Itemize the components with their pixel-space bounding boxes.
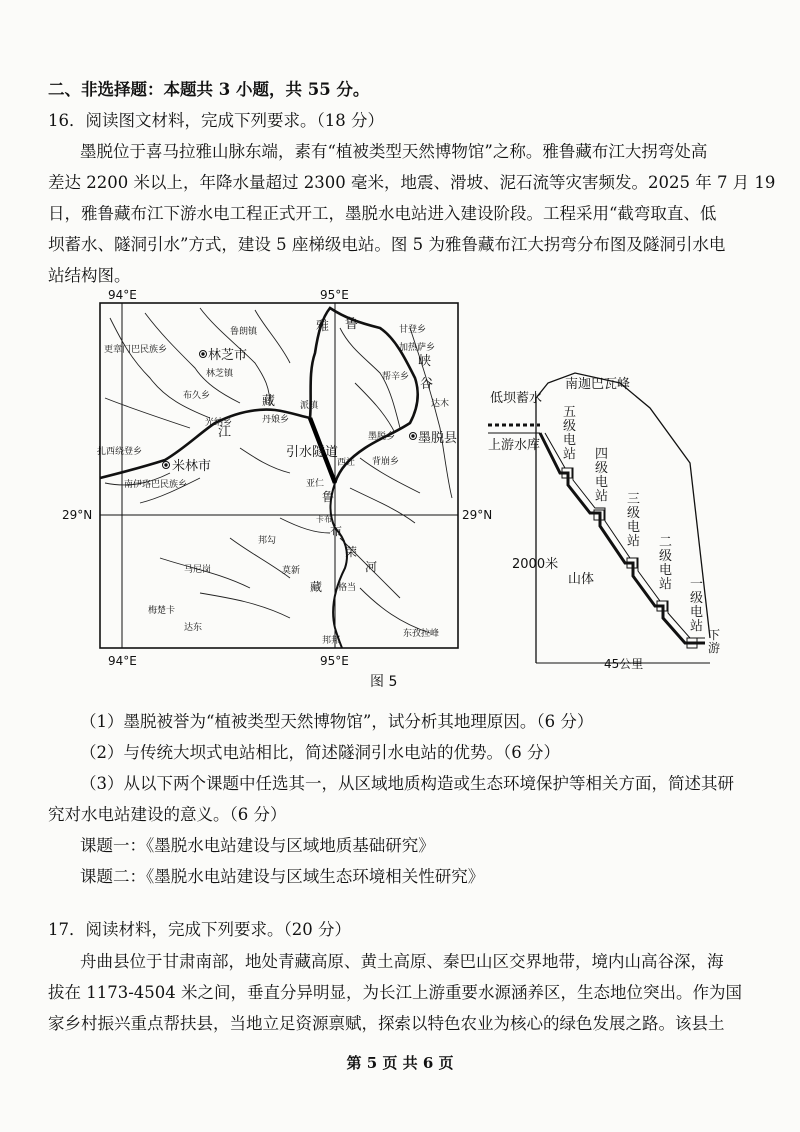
river-char: 布: [330, 524, 343, 538]
river-char: 河: [365, 560, 378, 574]
river-char: 荣: [345, 545, 358, 559]
q16-material-line: 站结构图。: [48, 266, 131, 285]
river-char: 峡: [418, 354, 432, 369]
place-buji: 布久乡: [183, 391, 211, 401]
place-dadong: 达东: [184, 623, 203, 633]
river-char: 藏: [310, 580, 323, 594]
place-bangou: 邦勾: [258, 536, 277, 546]
station-label-1: 一级电站: [690, 577, 704, 634]
q16-material-line: 日，雅鲁藏布江下游水电工程正式开工，墨脱水电站进入建设阶段。工程采用“截弯取直、低: [48, 204, 717, 223]
q16-material-line: 墨脱位于喜马拉雅山脉东端，素有“植被类型天然博物馆”之称。雅鲁藏布江大拐弯处高: [80, 142, 708, 161]
river-char: 藏: [262, 394, 276, 409]
place-yaren: 亚仁: [306, 479, 325, 489]
place-ganden: 甘登乡: [399, 325, 427, 335]
penstock-inner: [545, 433, 705, 638]
q16-topic: 课题二：《墨脱水电站建设与区域生态环境相关性研究》: [80, 867, 485, 886]
q16-question-cont: 究对水电站建设的意义。（6 分）: [48, 805, 287, 824]
diagram-peak: 南迦巴瓦峰: [565, 377, 631, 392]
penstock: [540, 433, 705, 643]
place-manigang: 马尼岗: [184, 565, 212, 575]
diagram-height: 2000米: [512, 557, 559, 572]
place-bangxin: 帮辛乡: [382, 372, 410, 382]
yarlung-tsangpo-river: [100, 308, 418, 483]
q16-material-line: 差达 2200 米以上，年降水量超过 2300 毫米，地震、滑坡、泥石流等灾害频发。2025 年 7 月 19: [48, 173, 776, 192]
place-lulang: 鲁朗镇: [230, 327, 258, 337]
place-zhaxi: 墨脱乡: [368, 432, 396, 442]
q17-title: 17．阅读材料，完成下列要求。（20 分）: [48, 920, 351, 939]
river-char: 谷: [420, 377, 434, 392]
diagram-mountain: 山体: [568, 572, 595, 587]
section-heading: 二、非选择题：本题共 3 小题，共 55 分。: [48, 80, 370, 99]
lon-label-94-top: 94°E: [108, 288, 137, 302]
place-meichuka: 梅楚卡: [148, 606, 176, 616]
station-label-2: 二级电站: [659, 535, 673, 592]
tunnel-label: 引水隧道: [286, 445, 339, 460]
place-gege: 格当: [338, 583, 357, 593]
diagram-distance: 45公里: [604, 657, 644, 671]
place-danniang: 丹娘乡: [262, 415, 290, 425]
river-char: 鲁: [345, 317, 359, 332]
q16-question: （1）墨脱被誉为“植被类型天然博物馆”，试分析其地理原因。（6 分）: [80, 712, 594, 731]
place-xirang: 西让: [337, 458, 356, 468]
station-label-5: 五级电站: [563, 405, 577, 462]
q16-question: （2）与传统大坝式电站相比，简述隧洞引水电站的优势。（6 分）: [80, 743, 560, 762]
q17-material-line: 拔在 1173-4504 米之间，垂直分异明显，为长江上游重要水源涵养区，生态地位突出。作为国: [48, 983, 743, 1002]
diagram-downstream: 下游: [708, 628, 721, 655]
lon-label-95-top: 95°E: [320, 288, 349, 302]
tributaries: [105, 308, 452, 633]
place-motuo: 墨脱县: [418, 431, 458, 446]
river-char: 雅: [316, 319, 330, 334]
place-shaxi: 卡布: [316, 515, 332, 524]
station-labels: [563, 405, 703, 634]
q17-material-line: 舟曲县位于甘肃南部，地处青藏高原、黄土高原、秦巴山区交界地带，境内山高谷深，海: [80, 952, 724, 971]
figure-caption: 图 5: [370, 674, 398, 688]
place-jiare: 加热萨乡: [399, 343, 436, 353]
river-char: 江: [218, 425, 232, 440]
place-guangna: 光纳乡: [205, 418, 233, 428]
q17-material-line: 家乡村振兴重点帮扶县，当地立足资源禀赋，探索以特色农业为核心的绿色发展之路。该县土: [48, 1014, 725, 1033]
place-pai: 派镇: [300, 401, 319, 411]
lat-label-right: 29°N: [462, 508, 493, 522]
place-linzhi-town: 林芝镇: [206, 369, 234, 379]
place-monu: 莫新: [282, 566, 301, 576]
place-beibeng: 背崩乡: [372, 457, 400, 467]
lon-label-94-bottom: 94°E: [108, 654, 137, 668]
station-label-4: 四级电站: [595, 447, 609, 504]
place-milin: 米林市: [172, 459, 212, 474]
place-lanyi: 扎西绕登乡: [97, 447, 143, 457]
lon-label-95-bottom: 95°E: [320, 654, 349, 668]
q16-question: （3）从以下两个课题中任选其一，从区域地质构造或生态环境保护等相关方面，简述其研: [80, 774, 734, 793]
q16-material-line: 坝蓄水、隧洞引水”方式，建设 5 座梯级电站。图 5 为雅鲁藏布江大拐弯分布图及隧洞引水电: [48, 235, 726, 254]
diagram-low-dam: 低坝蓄水: [490, 391, 543, 406]
diagram-upper-reservoir: 上游水库: [488, 438, 541, 453]
place-nanyi: 南伊珞巴民族乡: [124, 480, 188, 490]
q16-topic: 课题一：《墨脱水电站建设与区域地质基础研究》: [80, 836, 435, 855]
place-dongjiala: 东孜拉峰: [403, 629, 440, 639]
place-gengzhang: 更章门巴民族乡: [104, 345, 168, 355]
lat-label-left: 29°N: [62, 508, 93, 522]
page-footer: 第 5 页 共 6 页: [346, 1054, 454, 1072]
q16-title: 16．阅读图文材料，完成下列要求。（18 分）: [48, 111, 384, 130]
lower-river: [330, 483, 346, 648]
station-label-3: 三级电站: [627, 492, 641, 549]
place-ruozhu: 邦邦: [322, 636, 341, 646]
place-damu: 达木: [431, 399, 450, 409]
figure-5: [0, 288, 800, 688]
place-linzhi: 林芝市: [208, 348, 248, 363]
river-char: 鲁: [322, 490, 335, 504]
